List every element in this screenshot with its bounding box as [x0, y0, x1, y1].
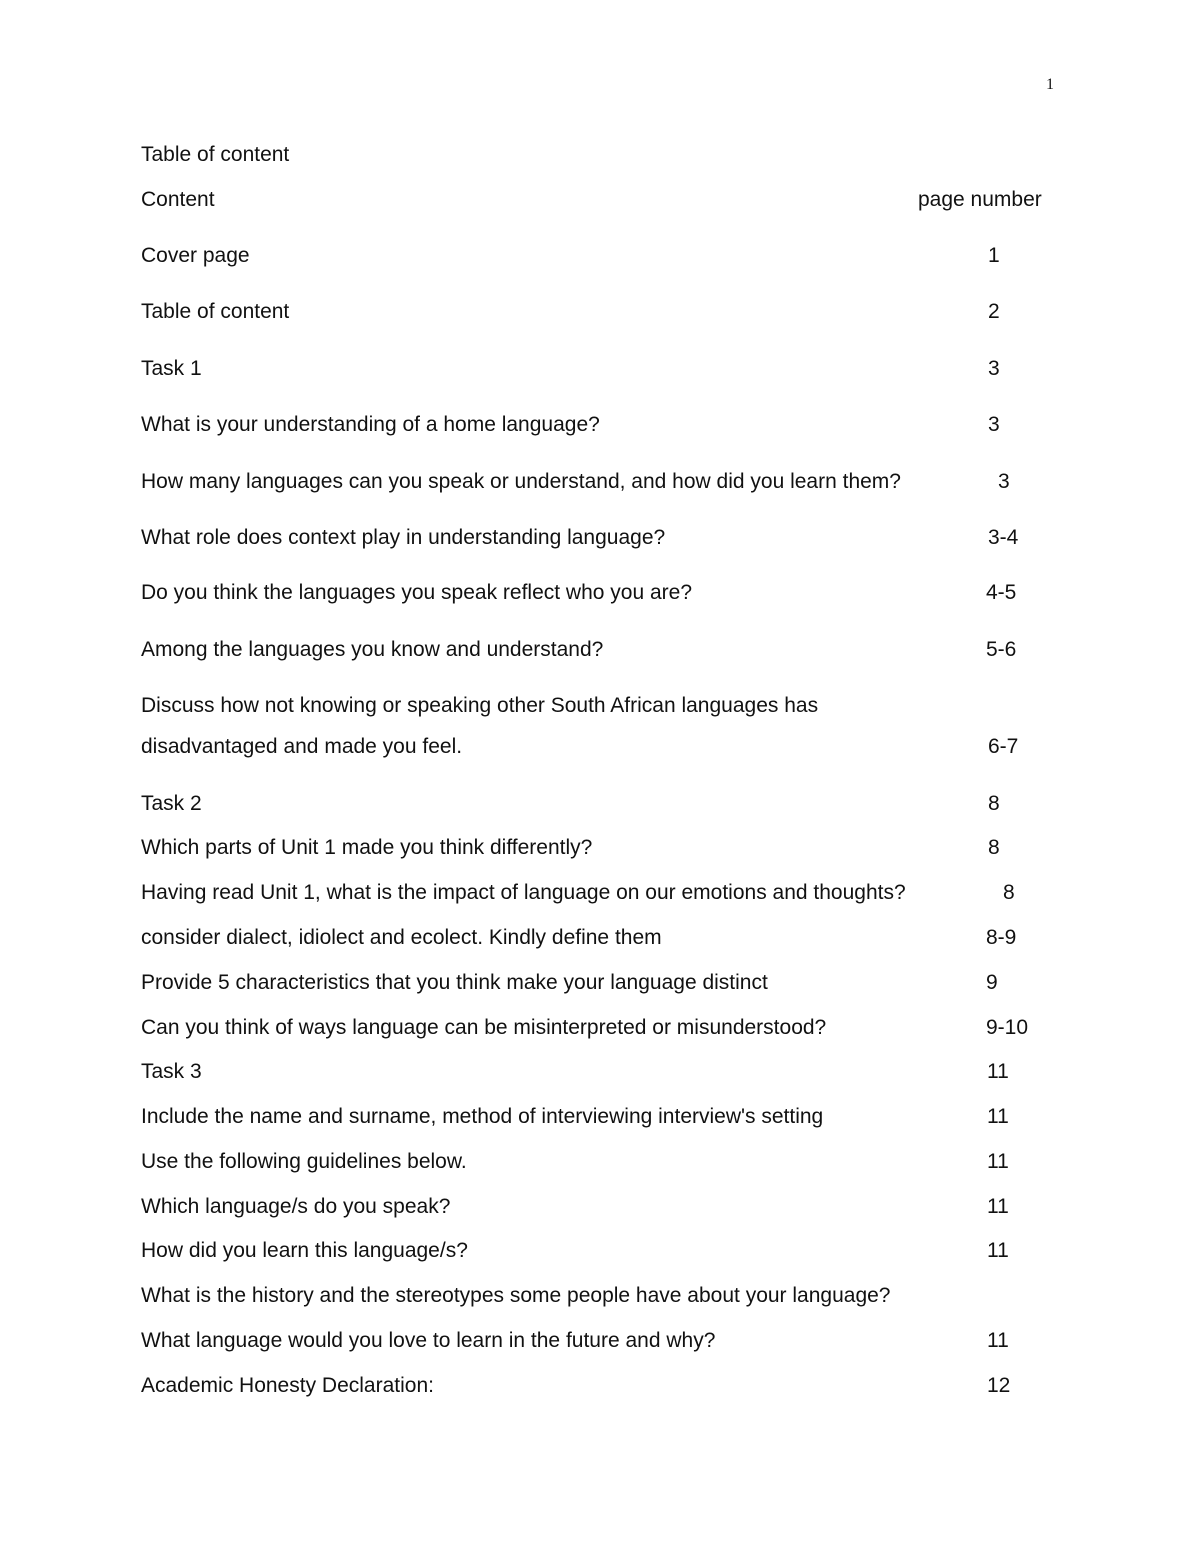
toc-entry-text: Task 2 — [141, 792, 202, 815]
toc-entry-page: 2 — [988, 300, 1000, 323]
toc-entry-text: What is the history and the stereotypes some people have about your language? — [141, 1284, 891, 1307]
toc-entry-page: 11 — [987, 1060, 1009, 1083]
toc-entry-page: 8 — [1003, 881, 1015, 904]
toc-entry-text: Which language/s do you speak? — [141, 1195, 451, 1218]
toc-row — [141, 1329, 1061, 1353]
toc-entry-text: How did you learn this language/s? — [141, 1239, 468, 1262]
toc-entry-text: Having read Unit 1, what is the impact of language on our emotions and thoughts? — [141, 881, 906, 904]
toc-row — [141, 581, 1061, 605]
toc-entry-text: Discuss how not knowing or speaking other South African languages has — [141, 694, 819, 717]
toc-entry-page: 11 — [987, 1150, 1009, 1173]
toc-entry-text: What language would you love to learn in the future and why? — [141, 1329, 716, 1352]
toc-entry-page: 9 — [986, 971, 998, 994]
toc-entry-page: 12 — [987, 1374, 1011, 1397]
toc-row — [141, 300, 1061, 324]
toc-entry-page: 11 — [987, 1105, 1009, 1128]
toc-entry-text: consider dialect, idiolect and ecolect. Kindly define them — [141, 926, 662, 949]
toc-entry-text: Cover page — [141, 244, 250, 267]
toc-entry-page: 8 — [988, 836, 1000, 859]
toc-row — [141, 1239, 1061, 1263]
toc-entry-text: How many languages can you speak or understand, and how did you learn them? — [141, 470, 901, 493]
toc-column-header-content: Content — [141, 188, 215, 211]
toc-entry-page: 4-5 — [986, 581, 1017, 604]
toc-entry-page: 3 — [988, 357, 1000, 380]
toc-row — [141, 413, 1061, 437]
toc-row — [141, 1195, 1061, 1219]
toc-entry-page: 11 — [987, 1195, 1009, 1218]
toc-entry-text: Table of content — [141, 300, 290, 323]
toc-entry-text: What role does context play in understanding language? — [141, 526, 666, 549]
page-number: 1 — [1046, 76, 1054, 93]
toc-entry-page: 3 — [998, 470, 1010, 493]
toc-entry-text: Can you think of ways language can be misinterpreted or misunderstood? — [141, 1016, 827, 1039]
toc-entry-text: Use the following guidelines below. — [141, 1150, 467, 1173]
toc-row — [141, 470, 1061, 494]
toc-row — [141, 694, 1061, 759]
toc-title: Table of content — [141, 143, 290, 166]
toc-row — [141, 638, 1061, 662]
toc-row — [141, 881, 1061, 905]
toc-row — [141, 1284, 1061, 1308]
toc-row — [141, 926, 1061, 950]
toc-entry-text: Academic Honesty Declaration: — [141, 1374, 434, 1397]
toc-row — [141, 836, 1061, 860]
toc-row — [141, 971, 1061, 995]
toc-row — [141, 792, 1061, 816]
toc-entry-page: 5-6 — [986, 638, 1017, 661]
toc-entry-page: 9-10 — [986, 1016, 1029, 1039]
toc-entry-page: 6-7 — [988, 735, 1019, 758]
toc-row — [141, 526, 1061, 550]
toc-entry-page: 8-9 — [986, 926, 1017, 949]
toc-entry-text: What is your understanding of a home language? — [141, 413, 600, 436]
toc-entry-page: 3-4 — [988, 526, 1019, 549]
toc-entry-text: Include the name and surname, method of interviewing interview's setting — [141, 1105, 824, 1128]
toc-row — [141, 1105, 1061, 1129]
toc-entry-page: 11 — [987, 1239, 1009, 1262]
toc-entry-page: 3 — [988, 413, 1000, 436]
toc-column-header-page: page number — [918, 188, 1042, 211]
toc-entry-page: 1 — [988, 244, 1000, 267]
toc-entry-text: Which parts of Unit 1 made you think differently? — [141, 836, 593, 859]
toc-row — [141, 357, 1061, 381]
toc-row — [141, 1060, 1061, 1084]
toc-entry-text: Provide 5 characteristics that you think make your language distinct — [141, 971, 768, 994]
toc-entry-page: 11 — [987, 1329, 1009, 1352]
toc-row — [141, 1016, 1061, 1040]
toc-row — [141, 244, 1061, 268]
toc-entry-text: Task 3 — [141, 1060, 202, 1083]
toc-entry-text: Among the languages you know and understand? — [141, 638, 604, 661]
toc-row — [141, 1150, 1061, 1174]
toc-row — [141, 1374, 1061, 1398]
toc-entry-text-continued: disadvantaged and made you feel. — [141, 735, 463, 758]
toc-entry-page: 8 — [988, 792, 1000, 815]
toc-entry-text: Task 1 — [141, 357, 202, 380]
toc-entry-text: Do you think the languages you speak reflect who you are? — [141, 581, 693, 604]
